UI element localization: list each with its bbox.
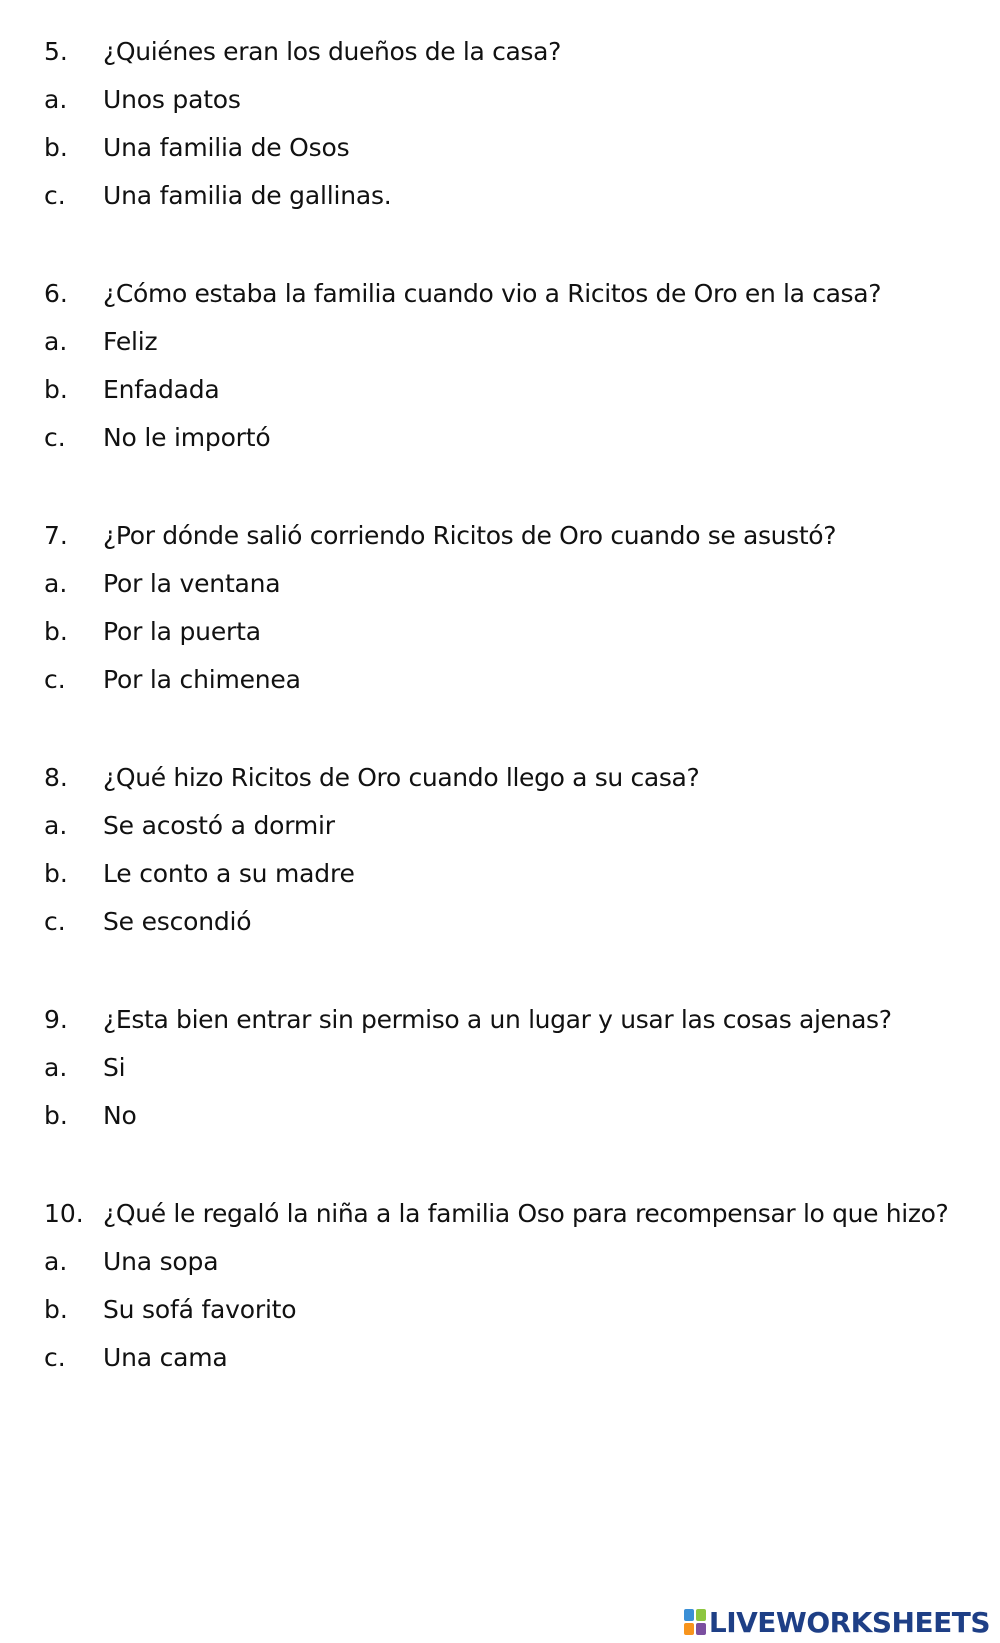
question-8	[0, 754, 1000, 946]
question-7	[0, 512, 1000, 704]
option-text: Por la puerta	[103, 617, 261, 646]
option-text: Por la ventana	[103, 569, 281, 598]
option-c[interactable]	[0, 898, 1000, 946]
option-c[interactable]	[0, 1334, 1000, 1382]
option-c[interactable]	[0, 172, 1000, 220]
option-letter: a.	[44, 811, 68, 840]
option-letter: a.	[44, 569, 68, 598]
option-a[interactable]	[0, 802, 1000, 850]
option-a[interactable]	[0, 1238, 1000, 1286]
option-text: Una familia de gallinas.	[103, 181, 392, 210]
option-c[interactable]	[0, 656, 1000, 704]
option-text: Si	[103, 1053, 126, 1082]
option-a[interactable]	[0, 318, 1000, 366]
question-line	[0, 512, 1000, 560]
option-text: No le importó	[103, 423, 271, 452]
question-number: 6.	[44, 279, 68, 308]
liveworksheets-logo-icon	[684, 1609, 706, 1635]
option-letter: c.	[44, 665, 66, 694]
logo-square-purple	[696, 1623, 706, 1635]
option-letter: b.	[44, 375, 68, 404]
option-text: Unos patos	[103, 85, 241, 114]
question-number: 10.	[44, 1199, 84, 1228]
question-6	[0, 270, 1000, 462]
option-b[interactable]	[0, 608, 1000, 656]
watermark-text: LIVEWORKSHEETS	[708, 1605, 990, 1639]
option-letter: a.	[44, 85, 68, 114]
logo-square-green	[696, 1609, 706, 1621]
logo-square-orange	[684, 1623, 694, 1635]
option-letter: b.	[44, 859, 68, 888]
question-number: 7.	[44, 521, 68, 550]
option-b[interactable]	[0, 1286, 1000, 1334]
option-text: Le conto a su madre	[103, 859, 355, 888]
option-text: Su sofá favorito	[103, 1295, 297, 1324]
question-line	[0, 270, 1000, 318]
question-line	[0, 754, 1000, 802]
question-number: 8.	[44, 763, 68, 792]
option-letter: a.	[44, 327, 68, 356]
question-text: ¿Cómo estaba la familia cuando vio a Ricitos de Oro en la casa?	[103, 279, 882, 308]
option-letter: b.	[44, 133, 68, 162]
option-letter: a.	[44, 1053, 68, 1082]
option-a[interactable]	[0, 1044, 1000, 1092]
question-text: ¿Qué hizo Ricitos de Oro cuando llego a su casa?	[103, 763, 700, 792]
question-9	[0, 996, 1000, 1140]
option-text: Se acostó a dormir	[103, 811, 335, 840]
question-10	[0, 1190, 1000, 1382]
question-number: 9.	[44, 1005, 68, 1034]
option-letter: c.	[44, 181, 66, 210]
question-text: ¿Por dónde salió corriendo Ricitos de Oro cuando se asustó?	[103, 521, 837, 550]
option-letter: b.	[44, 617, 68, 646]
question-text: ¿Esta bien entrar sin permiso a un lugar y usar las cosas ajenas?	[103, 1005, 892, 1034]
liveworksheets-watermark[interactable]	[684, 1605, 990, 1639]
option-text: Se escondió	[103, 907, 252, 936]
question-line	[0, 996, 1000, 1044]
option-text: Enfadada	[103, 375, 220, 404]
question-text: ¿Qué le regaló la niña a la familia Oso para recompensar lo que hizo?	[103, 1199, 949, 1228]
question-text: ¿Quiénes eran los dueños de la casa?	[103, 37, 561, 66]
logo-square-blue	[684, 1609, 694, 1621]
option-text: Feliz	[103, 327, 158, 356]
option-letter: c.	[44, 1343, 66, 1372]
option-letter: b.	[44, 1101, 68, 1130]
option-c[interactable]	[0, 414, 1000, 462]
option-letter: c.	[44, 907, 66, 936]
option-a[interactable]	[0, 76, 1000, 124]
question-number: 5.	[44, 37, 68, 66]
question-5	[0, 28, 1000, 220]
option-b[interactable]	[0, 124, 1000, 172]
option-letter: a.	[44, 1247, 68, 1276]
option-b[interactable]	[0, 366, 1000, 414]
option-letter: c.	[44, 423, 66, 452]
question-line	[0, 1190, 1000, 1238]
option-text: Una cama	[103, 1343, 228, 1372]
option-b[interactable]	[0, 1092, 1000, 1140]
option-text: Una sopa	[103, 1247, 219, 1276]
option-b[interactable]	[0, 850, 1000, 898]
option-a[interactable]	[0, 560, 1000, 608]
option-text: Una familia de Osos	[103, 133, 350, 162]
option-text: No	[103, 1101, 137, 1130]
option-letter: b.	[44, 1295, 68, 1324]
option-text: Por la chimenea	[103, 665, 301, 694]
question-line	[0, 28, 1000, 76]
